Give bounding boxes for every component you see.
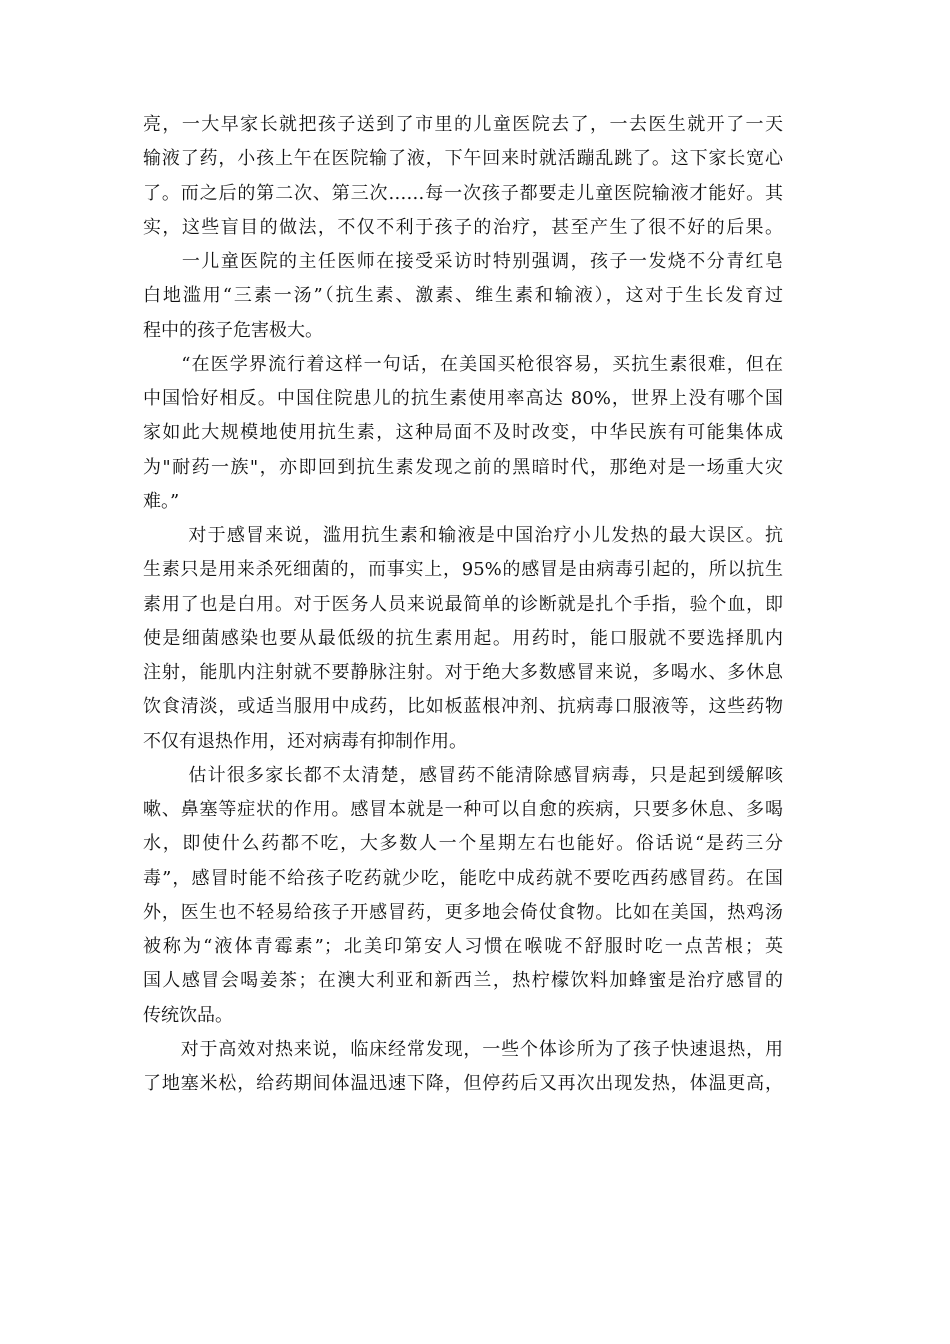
text-line: 生素只是用来杀死细菌的，而事实上，95%的感冒是由病毒引起的，所以抗生 <box>143 559 783 581</box>
text-line: 国人感冒会喝姜茶；在澳大利亚和新西兰，热柠檬饮料加蜂蜜是治疗感冒的 <box>143 970 783 992</box>
paragraph-chief-physician <box>143 245 783 348</box>
text-line: 程中的孩子危害极大。 <box>143 319 323 341</box>
text-line: 饮食清淡，或适当服用中成药，比如板蓝根冲剂、抗病毒口服液等，这些药物 <box>143 696 783 718</box>
text-line: 外，医生也不轻易给孩子开感冒药，更多地会倚仗食物。比如在美国，热鸡汤 <box>143 901 783 923</box>
text-line: 实，这些盲目的做法，不仅不利于孩子的治疗，甚至产生了很不好的后果。 <box>143 216 783 238</box>
text-line: 一儿童医院的主任医师在接受采访时特别强调，孩子一发烧不分青红皂 <box>143 251 783 272</box>
text-line: 亮，一大早家长就把孩子送到了市里的儿童医院去了，一去医生就开了一天 <box>143 114 783 135</box>
text-line: 被称为“液体青霉素”；北美印第安人习惯在喉咙不舒服时吃一点苦根；英 <box>143 936 783 957</box>
text-line: 使是细菌感染也要从最低级的抗生素用起。用药时，能口服就不要选择肌内 <box>143 627 783 649</box>
paragraph-high-fever <box>143 1033 783 1102</box>
text-line: 了。而之后的第二次、第三次……每一次孩子都要走儿童医院输液才能好。其 <box>143 182 783 204</box>
text-line: 输液了药，小孩上午在医院输了液，下午回来时就活蹦乱跳了。这下家长宽心 <box>143 148 783 170</box>
text-line: 家如此大规模地使用抗生素，这种局面不及时改变，中华民族有可能集体成 <box>143 422 783 444</box>
text-line: 嗽、鼻塞等症状的作用。感冒本就是一种可以自愈的疾病，只要多休息、多喝 <box>143 799 783 820</box>
text-line: 传统饮品。 <box>143 1004 233 1026</box>
paragraph-infusion-story <box>143 108 783 245</box>
paragraph-cold-misconception <box>143 519 783 759</box>
text-line: “在医学界流行着这样一句话，在美国买枪很容易，买抗生素很难，但在 <box>143 353 783 375</box>
text-line: 水，即使什么药都不吃，大多数人一个星期左右也能好。俗话说“是药三分 <box>143 833 783 855</box>
text-line: 为"耐药一族"，亦即回到抗生素发现之前的黑暗时代，那绝对是一场重大灾 <box>143 456 783 478</box>
paragraph-cold-medicine <box>143 759 783 1033</box>
text-line: 不仅有退热作用，还对病毒有抑制作用。 <box>143 730 467 752</box>
text-line: 估计很多家长都不太清楚，感冒药不能清除感冒病毒，只是起到缓解咳 <box>143 764 783 786</box>
article-body <box>143 108 783 1101</box>
text-line: 了地塞米松，给药期间体温迅速下降，但停药后又再次出现发热，体温更高， <box>143 1073 783 1094</box>
text-line: 对于高效对热来说，临床经常发现，一些个体诊所为了孩子快速退热，用 <box>143 1038 783 1060</box>
text-line: 难。” <box>143 490 180 512</box>
text-line: 注射，能肌内注射就不要静脉注射。对于绝大多数感冒来说，多喝水、多休息 <box>143 662 783 683</box>
paragraph-quote-antibiotics <box>143 348 783 519</box>
text-line: 白地滥用“三素一汤”（抗生素、激素、维生素和输液），这对于生长发育过 <box>143 285 783 307</box>
text-line: 中国恰好相反。中国住院患儿的抗生素使用率高达 80%，世界上没有哪个国 <box>143 388 783 409</box>
text-line: 素用了也是白用。对于医务人员来说最简单的诊断就是扎个手指，验个血，即 <box>143 593 783 615</box>
text-line: 毒”，感冒时能不给孩子吃药就少吃，能吃中成药就不要吃西药感冒药。在国 <box>143 867 783 889</box>
text-line: 对于感冒来说，滥用抗生素和输液是中国治疗小儿发热的最大误区。抗 <box>143 525 783 546</box>
